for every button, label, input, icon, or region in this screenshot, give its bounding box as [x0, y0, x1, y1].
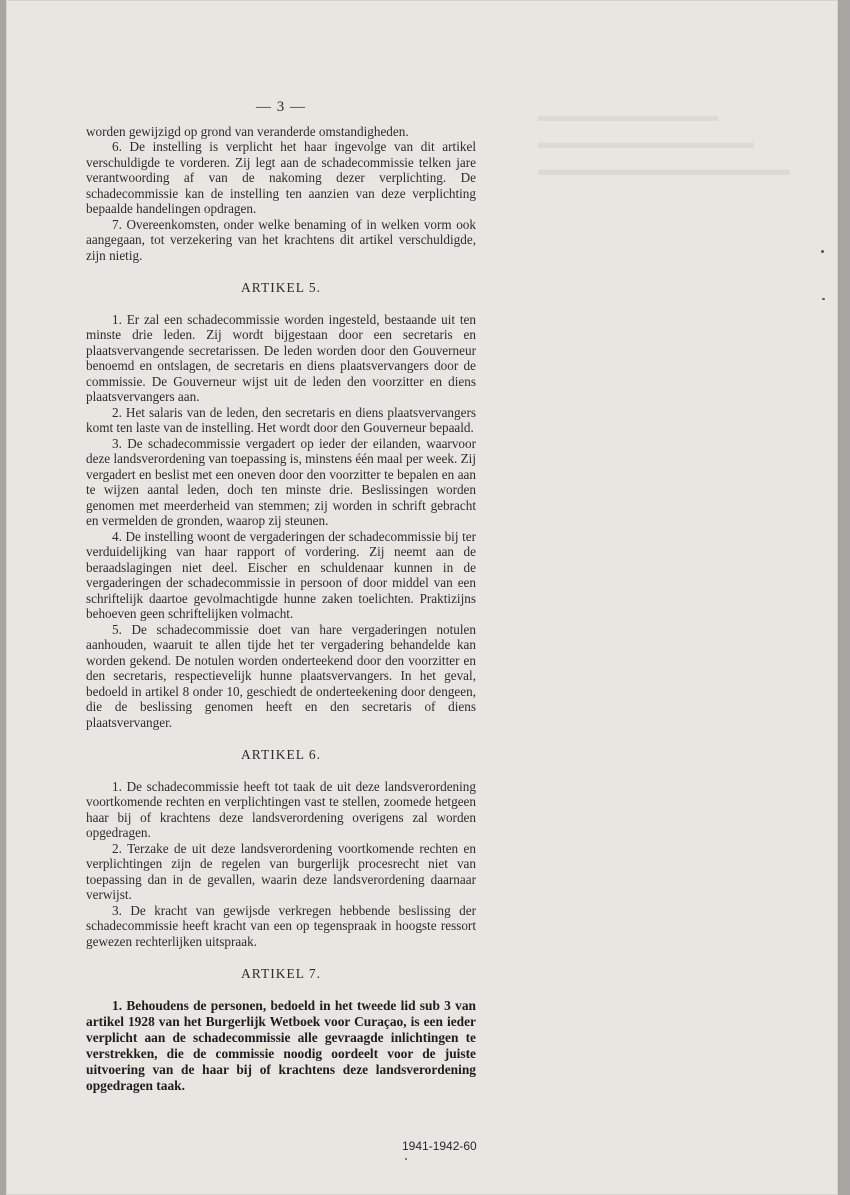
paragraph: 7. Overeenkomsten, onder welke benaming of in welken vorm ook aangegaan, tot verzekering van het krachtens dit artikel verschuldigde, zijn nietig. [86, 216, 476, 263]
margin-mark [821, 250, 824, 253]
paragraph: 1. Behoudens de personen, bedoeld in het tweede lid sub 3 van artikel 1928 van het Burgerlijk Wetboek voor Curaçao, is een ieder verplicht aan de schadecommissie alle gevraagde inlichtingen te verstrekken, die de commissie noodig oordeelt voor de juiste uitvoering van de haar bij of krachtens deze landsverordening opgedragen taak. [86, 997, 476, 1093]
paragraph: 6. De instelling is verplicht het haar ingevolge van dit artikel verschuldigde te vorderen. Zij legt aan de schadecommissie telken jare verantwoording af van de nakoming dezer verplichting. De schadecommissie kan de instelling ten aanzien van deze verplichting bepaalde handelingen opdragen. [86, 139, 476, 216]
document-page [6, 0, 838, 1195]
article-heading: ARTIKEL 6. [241, 747, 321, 762]
document-code: 1941-1942-60 [402, 1139, 477, 1153]
margin-mark [822, 298, 825, 300]
paragraph: 2. Het salaris van de leden, den secretaris en diens plaatsvervangers komt ten laste van de instelling. Het wordt door den Gouverneur bepaald. [86, 404, 476, 435]
paragraph: 5. De schadecommissie doet van hare vergaderingen notulen aanhouden, waaruit te allen tijde het ter vergadering behandelde kan worden gekend. De notulen worden onderteekend door den voorzitter en den secretaris, respectievelijk hunne plaatsvervangers. In het geval, bedoeld in artikel 8 onder 10, geschiedt de onderteekening door dengeen, die de beslissing genomen heeft en den secretaris of diens plaatsvervanger. [86, 621, 476, 730]
show-through-text: ▬▬▬▬▬▬▬▬▬▬ ▬▬▬▬▬▬▬▬▬▬▬▬ ▬▬▬▬▬▬▬▬▬▬▬▬▬▬ [538, 105, 790, 179]
paragraph: 3. De schadecommissie vergadert op ieder der eilanden, waarvoor deze landsverordening van toepassing is, minstens één maal per week. Zij vergadert en beslist met een oneven door den voorzitter te bepalen en aan te wijzen aantal leden, doch ten minste drie. Beslissingen worden genomen met meerderheid van stemmen; zij worden in schrift gebracht en vermelden de gronden, waarop zij steunen. [86, 435, 476, 528]
document-body [86, 100, 476, 1094]
margin-mark [405, 1158, 407, 1160]
paragraph: 4. De instelling woont de vergaderingen der schadecommissie bij ter verduidelijking van haar rapport of vordering. Zij neemt aan de beraadslagingen niet deel. Eischer en schuldenaar kunnen in de vergaderingen der schadecommissie in persoon of door middel van een schriftelijk daartoe gevolmachtigde hunne zaken toelichten. Praktizijns behoeven geen schriftelijken volmacht. [86, 528, 476, 621]
article-heading: ARTIKEL 7. [241, 966, 321, 981]
paragraph: 1. Er zal een schadecommissie worden ingesteld, bestaande uit ten minste drie leden. Zij wordt bijgestaan door een secretaris en plaatsvervangende secretarissen. De leden worden door den Gouverneur benoemd en ontslagen, de secretaris en diens plaatsvervangers door de commissie. De Gouverneur wijst uit de leden den voorzitter en diens plaatsvervangers aan. [86, 311, 476, 404]
article-heading: ARTIKEL 5. [241, 280, 321, 295]
paragraph: 2. Terzake de uit deze landsverordening voortkomende rechten en verplichtingen zijn de regelen van burgerlijk procesrecht niet van toepassing dan in de gevallen, waarin deze landsverordening daarnaar verwijst. [86, 840, 476, 902]
page-number: — 3 — [256, 99, 306, 115]
lead-in-line: worden gewijzigd op grond van veranderde omstandigheden. [86, 123, 409, 139]
paragraph: 1. De schadecommissie heeft tot taak de uit deze landsverordening voortkomende rechten en verplichtingen vast te stellen, zoomede hetgeen haar bij of krachtens deze landsverordening overigens zal worden opgedragen. [86, 778, 476, 840]
paragraph: 3. De kracht van gewijsde verkregen hebbende beslissing der schadecommissie heeft kracht van een op tegenspraak in hoogste ressort gewezen rechterlijken uitspraak. [86, 902, 476, 949]
